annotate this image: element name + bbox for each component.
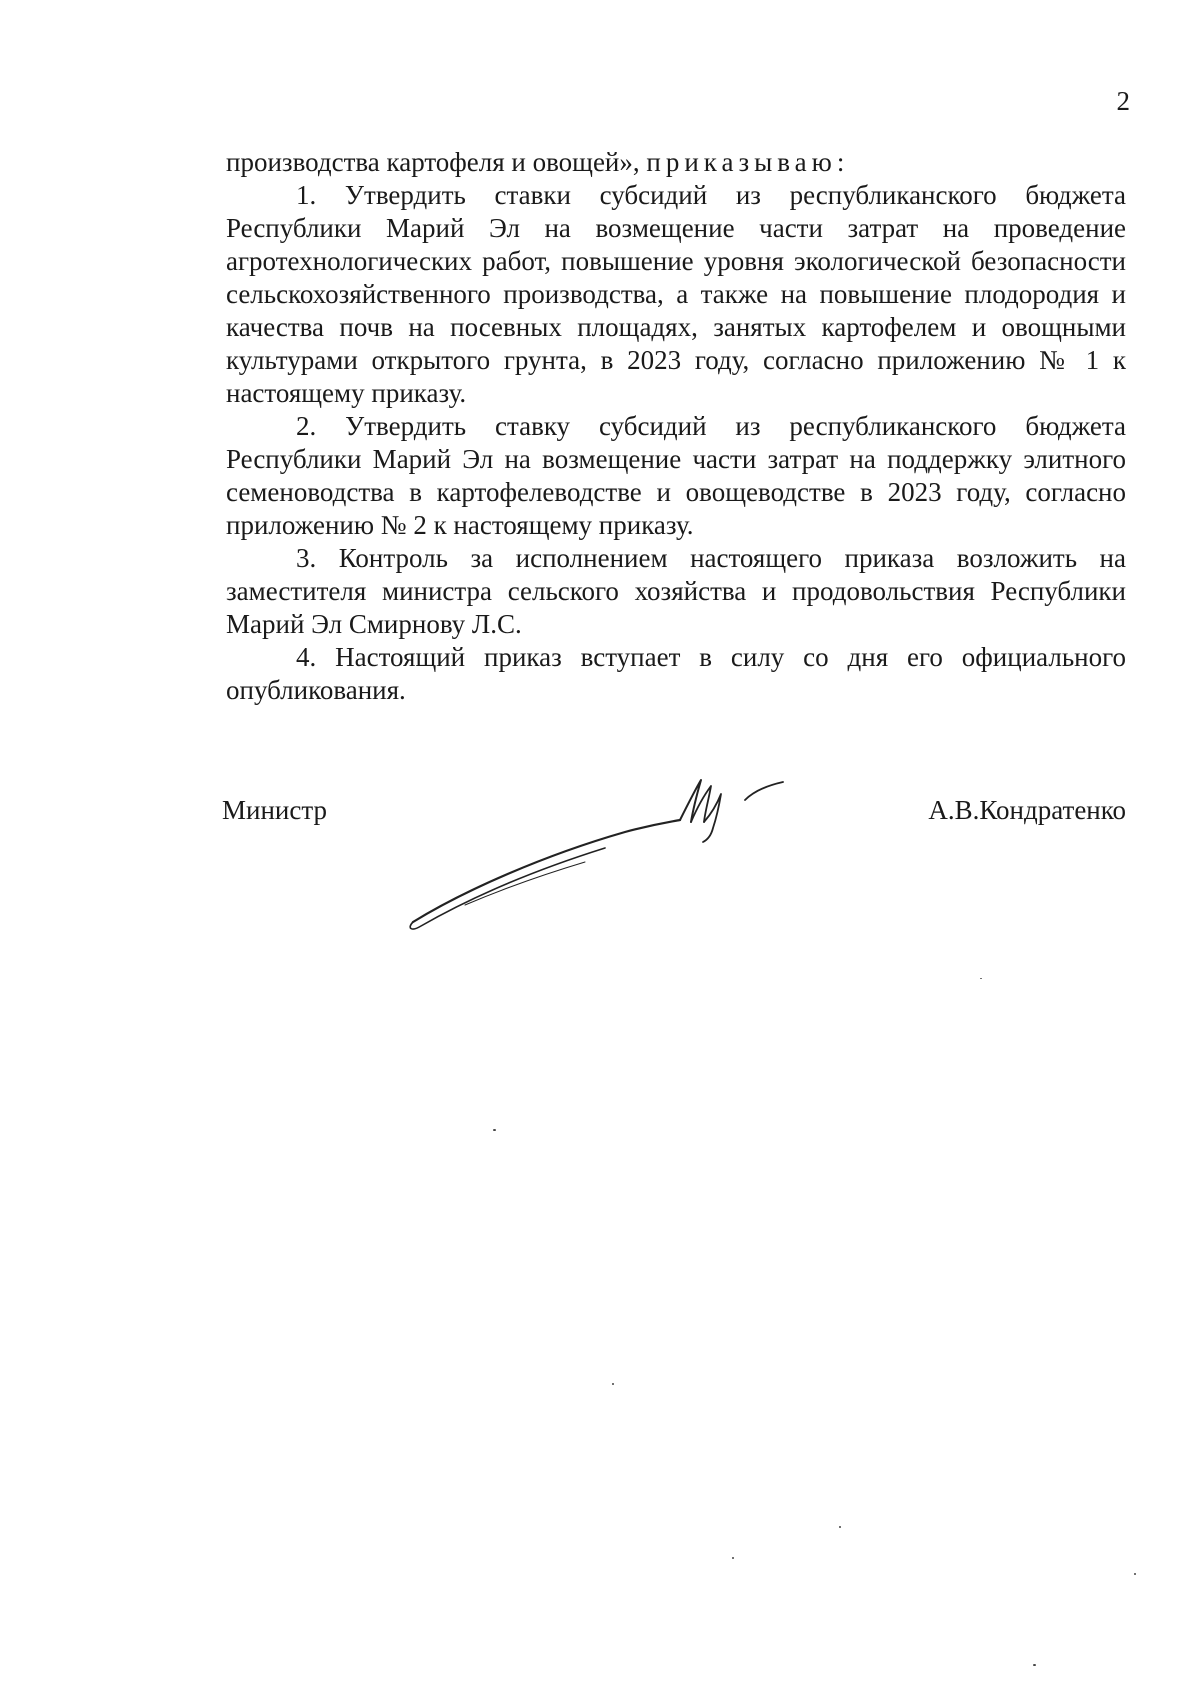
signer-position: Министр	[222, 795, 327, 825]
order-item-3: 3. Контроль за исполнением настоящего приказа возложить на заместителя министра сельского хозяйства и продовольствия Республики Марий Эл Смирнову Л.С.	[226, 543, 1126, 639]
scan-speck	[839, 1526, 841, 1528]
order-item-2: 2. Утвердить ставку субсидий из республиканского бюджета Республики Марий Эл на возмещение части затрат на поддержку элитного семеноводства в картофелеводстве и овощеводстве в 2023 году, согласно приложению № 2 к настоящему приказу.	[226, 411, 1126, 540]
scan-speck	[732, 1557, 734, 1559]
signer-name: А.В.Кондратенко	[928, 795, 1126, 825]
scan-speck	[1033, 1664, 1036, 1666]
intro-text: производства картофеля и овощей»,	[226, 147, 640, 177]
scan-speck	[612, 1383, 614, 1385]
document-body	[226, 146, 1126, 707]
page-number: 2	[1116, 86, 1130, 116]
order-verb: приказываю:	[646, 147, 850, 177]
handwritten-signature	[405, 770, 805, 940]
intro-paragraph	[226, 146, 1126, 179]
scan-speck	[1134, 1573, 1136, 1575]
order-item-4: 4. Настоящий приказ вступает в силу со дня его официального опубликования.	[226, 642, 1126, 705]
scan-speck	[980, 978, 982, 979]
scan-speck	[493, 1129, 496, 1131]
order-item-1: 1. Утвердить ставки субсидий из республиканского бюджета Республики Марий Эл на возмещение части затрат на проведение агротехнологических работ, повышение уровня экологической безопасности сельскохозяйственного производства, а также на повышение плодородия и качества почв на посевных площадях, занятых картофелем и овощными культурами открытого грунта, в 2023 году, согласно приложению № 1 к настоящему приказу.	[226, 180, 1126, 408]
